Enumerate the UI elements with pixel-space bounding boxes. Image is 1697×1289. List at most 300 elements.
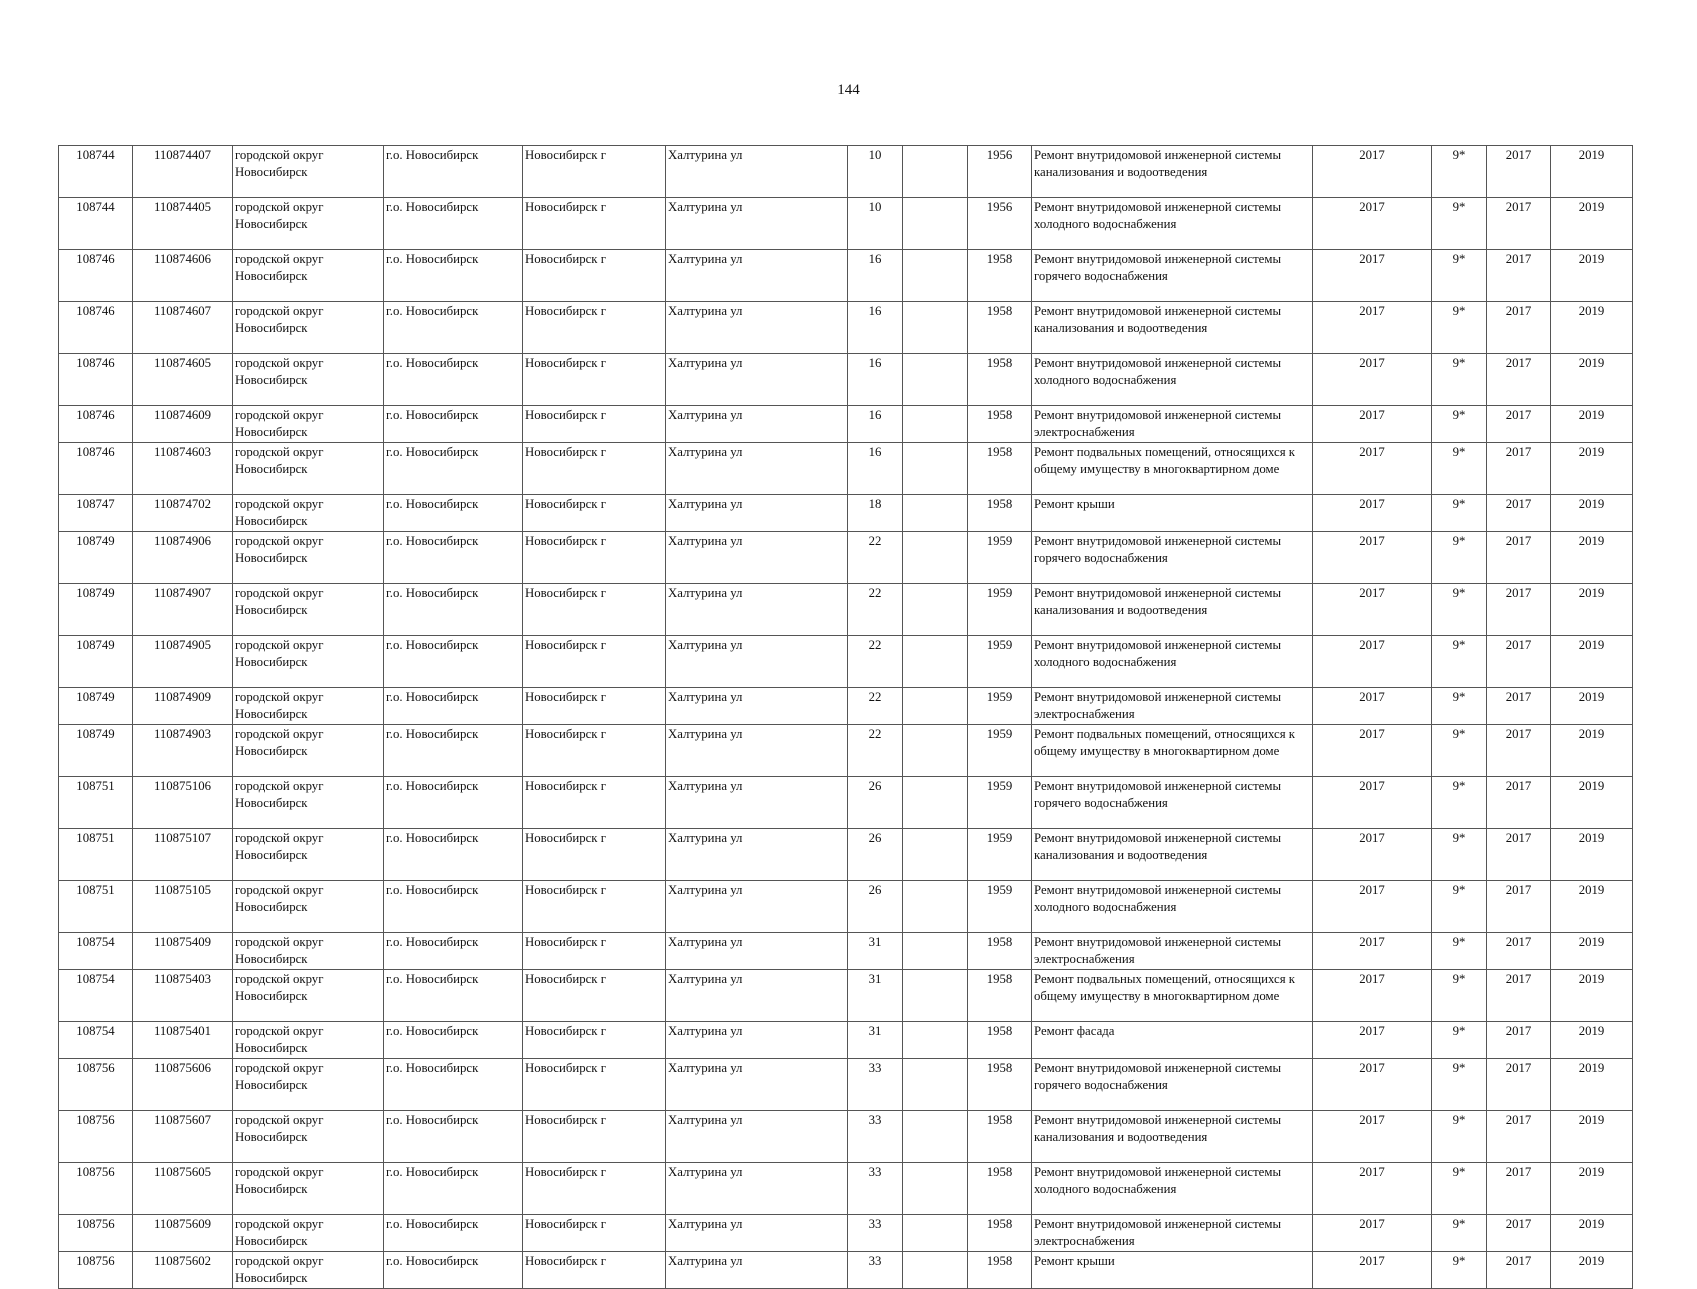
cell-mark: 9* <box>1432 302 1487 354</box>
cell-building <box>903 881 968 933</box>
cell-mark: 9* <box>1432 970 1487 1022</box>
cell-building <box>903 406 968 443</box>
cell-record-id: 108751 <box>59 829 133 881</box>
table-row <box>59 1111 1633 1163</box>
cell-municipal-district: г.о. Новосибирск <box>384 1215 523 1252</box>
cell-end-year: 2019 <box>1551 1215 1633 1252</box>
cell-building <box>903 146 968 198</box>
cell-work-type: Ремонт внутридомовой инженерной системы электроснабжения <box>1032 933 1313 970</box>
cell-municipality: городской округ Новосибирск <box>233 406 384 443</box>
cell-end-year: 2019 <box>1551 354 1633 406</box>
cell-build-year: 1958 <box>968 933 1032 970</box>
cell-building <box>903 1059 968 1111</box>
cell-plan-year: 2017 <box>1313 532 1432 584</box>
page-number: 144 <box>837 82 860 98</box>
cell-end-year: 2019 <box>1551 495 1633 532</box>
cell-municipal-district: г.о. Новосибирск <box>384 1163 523 1215</box>
cell-building <box>903 250 968 302</box>
cell-municipality: городской округ Новосибирск <box>233 970 384 1022</box>
cell-record-id: 108749 <box>59 636 133 688</box>
cell-plan-year: 2017 <box>1313 777 1432 829</box>
cell-build-year: 1958 <box>968 1252 1032 1289</box>
cell-street: Халтурина ул <box>666 354 848 406</box>
cell-record-id: 108746 <box>59 443 133 495</box>
cell-record-id: 108746 <box>59 250 133 302</box>
cell-plan-year: 2017 <box>1313 354 1432 406</box>
cell-record-id: 108749 <box>59 688 133 725</box>
cell-work-id: 110874606 <box>133 250 233 302</box>
cell-building <box>903 302 968 354</box>
cell-work-id: 110874907 <box>133 584 233 636</box>
cell-building <box>903 532 968 584</box>
cell-building <box>903 1111 968 1163</box>
cell-locality: Новосибирск г <box>523 146 666 198</box>
cell-start-year: 2017 <box>1487 198 1551 250</box>
cell-locality: Новосибирск г <box>523 198 666 250</box>
cell-mark: 9* <box>1432 1022 1487 1059</box>
cell-municipal-district: г.о. Новосибирск <box>384 302 523 354</box>
table-row <box>59 1252 1633 1289</box>
cell-work-id: 110875409 <box>133 933 233 970</box>
cell-record-id: 108749 <box>59 532 133 584</box>
cell-work-type: Ремонт подвальных помещений, относящихся к общему имуществу в многоквартирном доме <box>1032 443 1313 495</box>
cell-street: Халтурина ул <box>666 829 848 881</box>
cell-locality: Новосибирск г <box>523 1022 666 1059</box>
table-row <box>59 881 1633 933</box>
cell-build-year: 1958 <box>968 354 1032 406</box>
cell-record-id: 108747 <box>59 495 133 532</box>
cell-mark: 9* <box>1432 443 1487 495</box>
cell-locality: Новосибирск г <box>523 532 666 584</box>
cell-municipality: городской округ Новосибирск <box>233 443 384 495</box>
cell-house-number: 16 <box>848 302 903 354</box>
cell-start-year: 2017 <box>1487 725 1551 777</box>
cell-house-number: 22 <box>848 584 903 636</box>
cell-house-number: 10 <box>848 198 903 250</box>
cell-work-type: Ремонт внутридомовой инженерной системы электроснабжения <box>1032 406 1313 443</box>
cell-locality: Новосибирск г <box>523 1163 666 1215</box>
table-row <box>59 688 1633 725</box>
cell-end-year: 2019 <box>1551 198 1633 250</box>
cell-mark: 9* <box>1432 881 1487 933</box>
cell-build-year: 1958 <box>968 250 1032 302</box>
cell-municipal-district: г.о. Новосибирск <box>384 1111 523 1163</box>
table-row <box>59 302 1633 354</box>
cell-work-id: 110875607 <box>133 1111 233 1163</box>
cell-plan-year: 2017 <box>1313 250 1432 302</box>
cell-work-id: 110875403 <box>133 970 233 1022</box>
table-row <box>59 933 1633 970</box>
cell-street: Халтурина ул <box>666 688 848 725</box>
cell-plan-year: 2017 <box>1313 636 1432 688</box>
cell-mark: 9* <box>1432 1111 1487 1163</box>
cell-house-number: 22 <box>848 532 903 584</box>
table-row <box>59 1022 1633 1059</box>
cell-work-id: 110874607 <box>133 302 233 354</box>
table-row <box>59 584 1633 636</box>
cell-street: Халтурина ул <box>666 250 848 302</box>
cell-municipal-district: г.о. Новосибирск <box>384 250 523 302</box>
cell-locality: Новосибирск г <box>523 777 666 829</box>
cell-build-year: 1958 <box>968 302 1032 354</box>
cell-start-year: 2017 <box>1487 406 1551 443</box>
cell-house-number: 16 <box>848 354 903 406</box>
cell-mark: 9* <box>1432 636 1487 688</box>
works-table <box>58 145 1633 1289</box>
cell-build-year: 1958 <box>968 1111 1032 1163</box>
cell-build-year: 1958 <box>968 970 1032 1022</box>
cell-start-year: 2017 <box>1487 1252 1551 1289</box>
cell-end-year: 2019 <box>1551 881 1633 933</box>
cell-start-year: 2017 <box>1487 354 1551 406</box>
cell-building <box>903 829 968 881</box>
cell-work-type: Ремонт внутридомовой инженерной системы холодного водоснабжения <box>1032 636 1313 688</box>
cell-locality: Новосибирск г <box>523 1059 666 1111</box>
cell-municipality: городской округ Новосибирск <box>233 933 384 970</box>
cell-locality: Новосибирск г <box>523 495 666 532</box>
cell-house-number: 31 <box>848 970 903 1022</box>
cell-plan-year: 2017 <box>1313 933 1432 970</box>
cell-mark: 9* <box>1432 725 1487 777</box>
cell-street: Халтурина ул <box>666 636 848 688</box>
cell-record-id: 108746 <box>59 302 133 354</box>
cell-locality: Новосибирск г <box>523 354 666 406</box>
cell-mark: 9* <box>1432 829 1487 881</box>
cell-municipality: городской округ Новосибирск <box>233 725 384 777</box>
table-row <box>59 406 1633 443</box>
cell-build-year: 1959 <box>968 725 1032 777</box>
cell-work-type: Ремонт внутридомовой инженерной системы канализования и водоотведения <box>1032 302 1313 354</box>
cell-record-id: 108756 <box>59 1059 133 1111</box>
cell-municipal-district: г.о. Новосибирск <box>384 1059 523 1111</box>
cell-street: Халтурина ул <box>666 1059 848 1111</box>
cell-municipality: городской округ Новосибирск <box>233 146 384 198</box>
table-row <box>59 250 1633 302</box>
cell-house-number: 16 <box>848 250 903 302</box>
cell-municipality: городской округ Новосибирск <box>233 198 384 250</box>
cell-municipality: городской округ Новосибирск <box>233 1111 384 1163</box>
cell-locality: Новосибирск г <box>523 970 666 1022</box>
cell-work-id: 110875106 <box>133 777 233 829</box>
cell-work-id: 110874906 <box>133 532 233 584</box>
cell-build-year: 1958 <box>968 1059 1032 1111</box>
cell-building <box>903 584 968 636</box>
cell-street: Халтурина ул <box>666 777 848 829</box>
cell-plan-year: 2017 <box>1313 970 1432 1022</box>
cell-municipality: городской округ Новосибирск <box>233 829 384 881</box>
cell-build-year: 1958 <box>968 1215 1032 1252</box>
cell-locality: Новосибирск г <box>523 688 666 725</box>
cell-plan-year: 2017 <box>1313 443 1432 495</box>
cell-house-number: 22 <box>848 725 903 777</box>
cell-build-year: 1958 <box>968 495 1032 532</box>
table-row <box>59 829 1633 881</box>
cell-work-type: Ремонт внутридомовой инженерной системы электроснабжения <box>1032 688 1313 725</box>
cell-municipal-district: г.о. Новосибирск <box>384 829 523 881</box>
cell-work-id: 110874905 <box>133 636 233 688</box>
cell-plan-year: 2017 <box>1313 302 1432 354</box>
cell-street: Халтурина ул <box>666 198 848 250</box>
cell-mark: 9* <box>1432 406 1487 443</box>
cell-mark: 9* <box>1432 688 1487 725</box>
cell-mark: 9* <box>1432 1215 1487 1252</box>
cell-build-year: 1958 <box>968 443 1032 495</box>
cell-municipal-district: г.о. Новосибирск <box>384 636 523 688</box>
cell-work-type: Ремонт внутридомовой инженерной системы горячего водоснабжения <box>1032 532 1313 584</box>
cell-street: Халтурина ул <box>666 532 848 584</box>
cell-municipality: городской округ Новосибирск <box>233 495 384 532</box>
cell-locality: Новосибирск г <box>523 250 666 302</box>
cell-municipality: городской округ Новосибирск <box>233 1215 384 1252</box>
table-row <box>59 443 1633 495</box>
cell-municipal-district: г.о. Новосибирск <box>384 688 523 725</box>
cell-street: Халтурина ул <box>666 1252 848 1289</box>
cell-municipal-district: г.о. Новосибирск <box>384 354 523 406</box>
cell-end-year: 2019 <box>1551 1022 1633 1059</box>
cell-municipality: городской округ Новосибирск <box>233 584 384 636</box>
table-row <box>59 777 1633 829</box>
cell-end-year: 2019 <box>1551 584 1633 636</box>
cell-end-year: 2019 <box>1551 829 1633 881</box>
cell-start-year: 2017 <box>1487 688 1551 725</box>
cell-street: Халтурина ул <box>666 406 848 443</box>
cell-work-id: 110875602 <box>133 1252 233 1289</box>
cell-build-year: 1959 <box>968 584 1032 636</box>
cell-end-year: 2019 <box>1551 688 1633 725</box>
cell-building <box>903 354 968 406</box>
cell-house-number: 33 <box>848 1252 903 1289</box>
cell-mark: 9* <box>1432 1252 1487 1289</box>
cell-building <box>903 1022 968 1059</box>
cell-work-type: Ремонт внутридомовой инженерной системы холодного водоснабжения <box>1032 354 1313 406</box>
cell-start-year: 2017 <box>1487 829 1551 881</box>
cell-municipal-district: г.о. Новосибирск <box>384 443 523 495</box>
cell-municipal-district: г.о. Новосибирск <box>384 933 523 970</box>
cell-build-year: 1959 <box>968 777 1032 829</box>
cell-municipal-district: г.о. Новосибирск <box>384 1022 523 1059</box>
cell-plan-year: 2017 <box>1313 146 1432 198</box>
cell-work-type: Ремонт внутридомовой инженерной системы канализования и водоотведения <box>1032 829 1313 881</box>
table-row <box>59 636 1633 688</box>
cell-plan-year: 2017 <box>1313 1111 1432 1163</box>
cell-plan-year: 2017 <box>1313 1163 1432 1215</box>
cell-municipality: городской округ Новосибирск <box>233 777 384 829</box>
cell-mark: 9* <box>1432 354 1487 406</box>
cell-locality: Новосибирск г <box>523 933 666 970</box>
cell-building <box>903 777 968 829</box>
cell-mark: 9* <box>1432 1059 1487 1111</box>
cell-street: Халтурина ул <box>666 1215 848 1252</box>
cell-work-id: 110875609 <box>133 1215 233 1252</box>
cell-start-year: 2017 <box>1487 443 1551 495</box>
cell-start-year: 2017 <box>1487 302 1551 354</box>
cell-street: Халтурина ул <box>666 1022 848 1059</box>
cell-mark: 9* <box>1432 933 1487 970</box>
cell-municipality: городской округ Новосибирск <box>233 636 384 688</box>
cell-work-id: 110874605 <box>133 354 233 406</box>
cell-street: Халтурина ул <box>666 495 848 532</box>
cell-locality: Новосибирск г <box>523 881 666 933</box>
cell-building <box>903 1215 968 1252</box>
cell-plan-year: 2017 <box>1313 688 1432 725</box>
cell-plan-year: 2017 <box>1313 829 1432 881</box>
cell-record-id: 108754 <box>59 933 133 970</box>
cell-municipality: городской округ Новосибирск <box>233 250 384 302</box>
cell-street: Халтурина ул <box>666 443 848 495</box>
cell-mark: 9* <box>1432 777 1487 829</box>
cell-work-type: Ремонт подвальных помещений, относящихся к общему имуществу в многоквартирном доме <box>1032 725 1313 777</box>
cell-work-id: 110874603 <box>133 443 233 495</box>
cell-build-year: 1959 <box>968 636 1032 688</box>
cell-municipality: городской округ Новосибирск <box>233 1022 384 1059</box>
cell-house-number: 33 <box>848 1215 903 1252</box>
cell-plan-year: 2017 <box>1313 881 1432 933</box>
cell-work-type: Ремонт внутридомовой инженерной системы горячего водоснабжения <box>1032 250 1313 302</box>
cell-municipality: городской округ Новосибирск <box>233 881 384 933</box>
cell-street: Халтурина ул <box>666 584 848 636</box>
cell-plan-year: 2017 <box>1313 1215 1432 1252</box>
cell-mark: 9* <box>1432 495 1487 532</box>
cell-start-year: 2017 <box>1487 584 1551 636</box>
cell-building <box>903 198 968 250</box>
cell-work-type: Ремонт фасада <box>1032 1022 1313 1059</box>
cell-end-year: 2019 <box>1551 1059 1633 1111</box>
cell-street: Халтурина ул <box>666 1163 848 1215</box>
cell-start-year: 2017 <box>1487 1163 1551 1215</box>
cell-record-id: 108751 <box>59 777 133 829</box>
cell-record-id: 108756 <box>59 1163 133 1215</box>
cell-municipal-district: г.о. Новосибирск <box>384 970 523 1022</box>
cell-house-number: 33 <box>848 1111 903 1163</box>
cell-house-number: 10 <box>848 146 903 198</box>
cell-record-id: 108749 <box>59 725 133 777</box>
cell-plan-year: 2017 <box>1313 198 1432 250</box>
cell-record-id: 108749 <box>59 584 133 636</box>
cell-record-id: 108754 <box>59 1022 133 1059</box>
cell-start-year: 2017 <box>1487 1059 1551 1111</box>
cell-municipality: городской округ Новосибирск <box>233 1059 384 1111</box>
cell-build-year: 1956 <box>968 198 1032 250</box>
table-row <box>59 146 1633 198</box>
cell-house-number: 26 <box>848 829 903 881</box>
cell-record-id: 108746 <box>59 406 133 443</box>
cell-street: Халтурина ул <box>666 146 848 198</box>
cell-end-year: 2019 <box>1551 636 1633 688</box>
cell-municipality: городской округ Новосибирск <box>233 1163 384 1215</box>
cell-building <box>903 688 968 725</box>
cell-start-year: 2017 <box>1487 777 1551 829</box>
table-row <box>59 495 1633 532</box>
cell-work-id: 110875606 <box>133 1059 233 1111</box>
cell-building <box>903 443 968 495</box>
cell-municipal-district: г.о. Новосибирск <box>384 881 523 933</box>
cell-build-year: 1959 <box>968 881 1032 933</box>
cell-municipal-district: г.о. Новосибирск <box>384 406 523 443</box>
cell-municipality: городской округ Новосибирск <box>233 1252 384 1289</box>
cell-building <box>903 970 968 1022</box>
cell-start-year: 2017 <box>1487 970 1551 1022</box>
cell-end-year: 2019 <box>1551 146 1633 198</box>
cell-work-id: 110874909 <box>133 688 233 725</box>
cell-build-year: 1959 <box>968 532 1032 584</box>
cell-house-number: 31 <box>848 1022 903 1059</box>
cell-build-year: 1958 <box>968 1022 1032 1059</box>
cell-start-year: 2017 <box>1487 495 1551 532</box>
cell-work-id: 110875401 <box>133 1022 233 1059</box>
cell-plan-year: 2017 <box>1313 1022 1432 1059</box>
table-row <box>59 1215 1633 1252</box>
cell-build-year: 1958 <box>968 406 1032 443</box>
cell-mark: 9* <box>1432 198 1487 250</box>
cell-house-number: 26 <box>848 777 903 829</box>
cell-locality: Новосибирск г <box>523 302 666 354</box>
cell-locality: Новосибирск г <box>523 443 666 495</box>
cell-building <box>903 933 968 970</box>
table-row <box>59 1163 1633 1215</box>
cell-house-number: 31 <box>848 933 903 970</box>
table-row <box>59 725 1633 777</box>
table-row <box>59 354 1633 406</box>
table-body <box>59 146 1633 1289</box>
cell-record-id: 108751 <box>59 881 133 933</box>
cell-municipal-district: г.о. Новосибирск <box>384 532 523 584</box>
cell-plan-year: 2017 <box>1313 406 1432 443</box>
cell-end-year: 2019 <box>1551 725 1633 777</box>
cell-house-number: 22 <box>848 688 903 725</box>
cell-work-id: 110874702 <box>133 495 233 532</box>
cell-house-number: 18 <box>848 495 903 532</box>
cell-work-type: Ремонт внутридомовой инженерной системы канализования и водоотведения <box>1032 1111 1313 1163</box>
cell-locality: Новосибирск г <box>523 829 666 881</box>
cell-end-year: 2019 <box>1551 302 1633 354</box>
table-row <box>59 198 1633 250</box>
cell-mark: 9* <box>1432 1163 1487 1215</box>
cell-end-year: 2019 <box>1551 1111 1633 1163</box>
cell-house-number: 16 <box>848 443 903 495</box>
cell-end-year: 2019 <box>1551 250 1633 302</box>
cell-start-year: 2017 <box>1487 250 1551 302</box>
cell-building <box>903 636 968 688</box>
cell-locality: Новосибирск г <box>523 636 666 688</box>
cell-build-year: 1956 <box>968 146 1032 198</box>
cell-mark: 9* <box>1432 532 1487 584</box>
cell-work-id: 110875605 <box>133 1163 233 1215</box>
cell-municipality: городской округ Новосибирск <box>233 532 384 584</box>
cell-municipality: городской округ Новосибирск <box>233 688 384 725</box>
cell-start-year: 2017 <box>1487 532 1551 584</box>
cell-start-year: 2017 <box>1487 933 1551 970</box>
cell-house-number: 16 <box>848 406 903 443</box>
cell-work-id: 110874609 <box>133 406 233 443</box>
cell-plan-year: 2017 <box>1313 584 1432 636</box>
cell-locality: Новосибирск г <box>523 1252 666 1289</box>
cell-street: Халтурина ул <box>666 725 848 777</box>
cell-record-id: 108744 <box>59 198 133 250</box>
cell-work-type: Ремонт внутридомовой инженерной системы горячего водоснабжения <box>1032 777 1313 829</box>
cell-street: Халтурина ул <box>666 1111 848 1163</box>
cell-work-type: Ремонт крыши <box>1032 495 1313 532</box>
cell-work-id: 110874405 <box>133 198 233 250</box>
cell-record-id: 108754 <box>59 970 133 1022</box>
cell-start-year: 2017 <box>1487 146 1551 198</box>
cell-municipal-district: г.о. Новосибирск <box>384 584 523 636</box>
cell-record-id: 108744 <box>59 146 133 198</box>
cell-work-type: Ремонт внутридомовой инженерной системы горячего водоснабжения <box>1032 1059 1313 1111</box>
cell-municipal-district: г.о. Новосибирск <box>384 198 523 250</box>
cell-work-type: Ремонт внутридомовой инженерной системы холодного водоснабжения <box>1032 198 1313 250</box>
cell-building <box>903 1163 968 1215</box>
cell-plan-year: 2017 <box>1313 1059 1432 1111</box>
